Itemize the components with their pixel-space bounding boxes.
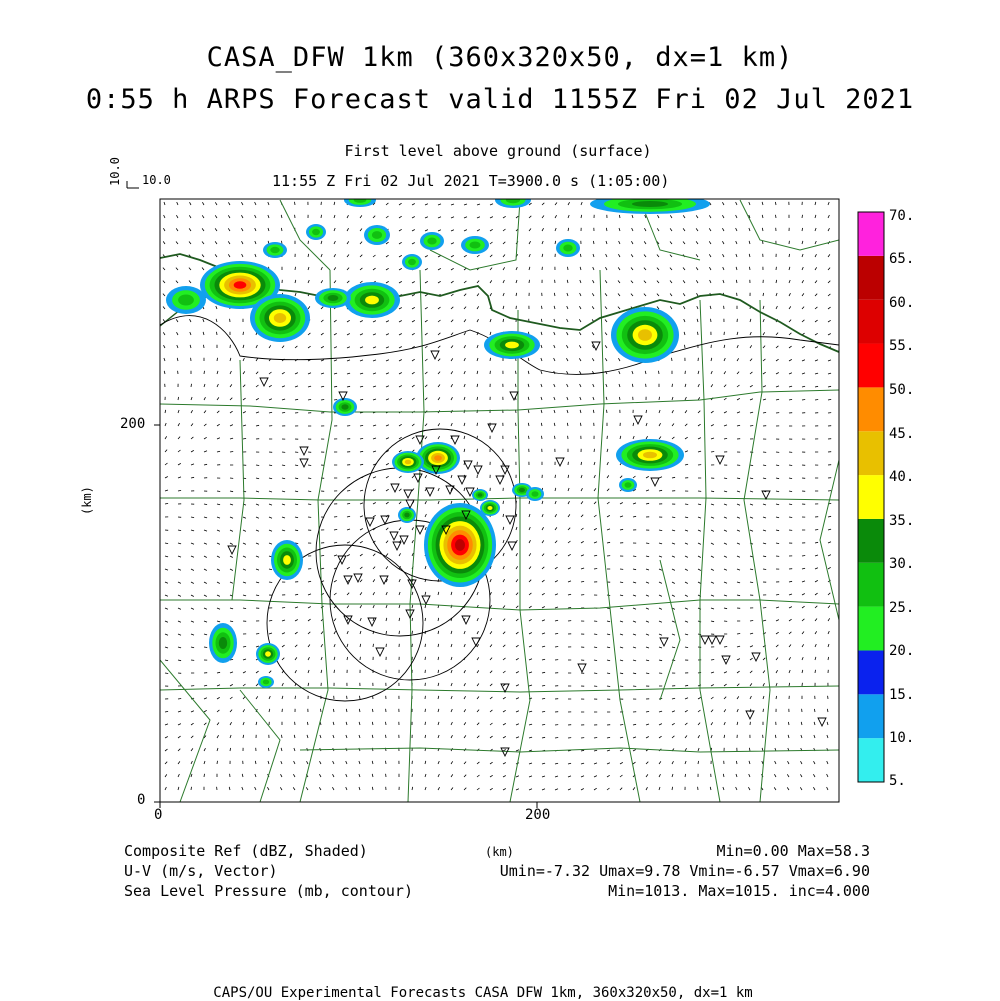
colorbar-swatch (858, 607, 884, 651)
station-marker-icon (592, 342, 600, 350)
station-marker-icon (416, 436, 424, 444)
footer-credit: CAPS/OU Experimental Forecasts CASA DFW 1km, 360x320x50, dx=1 km (213, 985, 753, 1001)
colorbar-swatch (858, 344, 884, 388)
station-marker-icon (506, 516, 514, 524)
colorbar-swatch (858, 738, 884, 782)
reflectivity-cell (470, 242, 481, 249)
colorbar-swatch (858, 519, 884, 563)
reflectivity-cell (455, 539, 465, 551)
reflectivity-cell (405, 460, 412, 465)
station-marker-icon (391, 484, 399, 492)
map-subtitle: First level above ground (surface) (344, 142, 652, 160)
station-marker-icon (556, 458, 564, 466)
reflectivity-cell (234, 281, 247, 289)
reflectivity-cell (532, 491, 539, 497)
station-marker-icon (708, 636, 716, 644)
station-marker-icon (722, 656, 730, 664)
reflectivity-cell (328, 295, 339, 301)
station-markers (228, 342, 826, 756)
station-marker-icon (366, 518, 374, 526)
station-marker-icon (660, 638, 668, 646)
station-marker-icon (344, 576, 352, 584)
station-marker-icon (404, 490, 412, 498)
valid-time-line: 11:55 Z Fri 02 Jul 2021 T=3900.0 s (1:05:00) (272, 172, 670, 190)
colorbar-label-65: 65. (889, 251, 915, 267)
station-marker-icon (228, 546, 236, 554)
colorbar-label-35: 35. (889, 513, 915, 529)
reflectivity-cell (312, 229, 320, 235)
reflectivity-cell (506, 197, 520, 203)
reflectivity-cell (219, 637, 227, 649)
reflectivity-cell (270, 247, 279, 253)
colorbar-label-25: 25. (889, 600, 915, 616)
reflectivity-cell (263, 680, 269, 685)
station-marker-icon (462, 616, 470, 624)
reflectivity-cell (478, 493, 483, 497)
station-marker-icon (426, 488, 434, 496)
reflectivity-cell (365, 296, 379, 305)
colorbar-label-5: 5. (889, 773, 906, 789)
reflectivity-cell (638, 329, 652, 341)
reflectivity-cells (166, 192, 710, 688)
station-marker-icon (501, 684, 509, 692)
reference-vector-label-u: 10.0 (142, 173, 171, 187)
footer-stats-reflectivity: Min=0.00 Max=58.3 (716, 842, 870, 860)
station-marker-icon (716, 456, 724, 464)
colorbar-swatch (858, 300, 884, 344)
reflectivity-cell (643, 452, 657, 459)
station-marker-icon (300, 447, 308, 455)
station-marker-icon (422, 596, 430, 604)
colorbar-swatch (858, 387, 884, 431)
x-tick-200: 200 (525, 807, 551, 823)
y-tick-200: 200 (120, 416, 146, 432)
station-marker-icon (414, 474, 422, 482)
reflectivity-cell (408, 259, 416, 265)
station-marker-icon (746, 711, 754, 719)
colorbar-label-70: 70. (889, 208, 915, 224)
reflectivity-cell (341, 404, 348, 409)
station-marker-icon (510, 392, 518, 400)
station-marker-icon (464, 461, 472, 469)
colorbar-label-45: 45. (889, 426, 915, 442)
reflectivity-cell (625, 482, 632, 488)
reflectivity-cell (354, 197, 367, 203)
reference-vector-icon (127, 181, 139, 188)
station-marker-icon (818, 718, 826, 726)
reflectivity-cell (265, 651, 271, 656)
y-axis-unit: (km) (80, 486, 94, 515)
station-marker-icon (578, 664, 586, 672)
reflectivity-cell (178, 295, 194, 306)
colorbar-label-10: 10. (889, 730, 915, 746)
reflectivity-cell (434, 455, 442, 461)
reflectivity-cell (427, 238, 436, 245)
footer-stats-pressure: Min=1013. Max=1015. inc=4.000 (608, 882, 870, 900)
station-marker-icon (488, 424, 496, 432)
footer-variable-wind: U-V (m/s, Vector) (124, 862, 278, 880)
station-marker-icon (701, 636, 709, 644)
reflectivity-cell (372, 231, 382, 239)
station-marker-icon (651, 478, 659, 486)
station-marker-icon (431, 351, 439, 359)
station-marker-icon (508, 542, 516, 550)
colorbar-swatch (858, 431, 884, 475)
reflectivity-cell (404, 513, 409, 518)
station-marker-icon (474, 466, 482, 474)
reflectivity-cell (488, 506, 493, 510)
station-marker-icon (416, 526, 424, 534)
footer-stats-wind: Umin=-7.32 Umax=9.78 Vmin=-6.57 Vmax=6.90 (499, 862, 870, 880)
colorbar-label-60: 60. (889, 295, 915, 311)
station-marker-icon (406, 500, 414, 508)
colorbar-label-20: 20. (889, 643, 915, 659)
station-marker-icon (376, 648, 384, 656)
colorbar-swatch (858, 212, 884, 256)
y-tick-0: 0 (137, 792, 146, 808)
station-marker-icon (393, 542, 401, 550)
colorbar-label-30: 30. (889, 556, 915, 572)
colorbar-label-50: 50. (889, 382, 915, 398)
footer-variable-pressure: Sea Level Pressure (mb, contour) (124, 882, 413, 900)
reflectivity-cell (283, 555, 291, 565)
reflectivity-cell (505, 342, 519, 349)
x-axis-unit: (km) (485, 845, 514, 859)
station-marker-icon (458, 476, 466, 484)
reflectivity-cell (519, 488, 525, 492)
station-marker-icon (400, 536, 408, 544)
colorbar-label-55: 55. (889, 338, 915, 354)
colorbar-swatch (858, 475, 884, 519)
station-marker-icon (716, 636, 724, 644)
x-tick-0: 0 (154, 807, 163, 823)
reflectivity-cell (274, 313, 286, 323)
colorbar-swatch (858, 256, 884, 300)
colorbar-label-40: 40. (889, 469, 915, 485)
reflectivity-cell (632, 201, 668, 207)
station-marker-icon (300, 459, 308, 467)
map-title-line2: 0:55 h ARPS Forecast valid 1155Z Fri 02 Jul 2021 (85, 84, 915, 115)
reflectivity-cell (563, 245, 572, 252)
station-marker-icon (451, 436, 459, 444)
station-marker-icon (368, 618, 376, 626)
map-title-line1: CASA_DFW 1km (360x320x50, dx=1 km) (206, 42, 794, 73)
reference-vector-label-v: 10.0 (108, 157, 122, 186)
colorbar-swatch (858, 694, 884, 738)
footer-variable-reflectivity: Composite Ref (dBZ, Shaded) (124, 842, 368, 860)
colorbar-label-15: 15. (889, 687, 915, 703)
station-marker-icon (260, 378, 268, 386)
colorbar-swatch (858, 650, 884, 694)
station-marker-icon (634, 416, 642, 424)
station-marker-icon (752, 653, 760, 661)
station-marker-icon (390, 532, 398, 540)
reflectivity-colorbar (858, 212, 884, 782)
colorbar-swatch (858, 563, 884, 607)
